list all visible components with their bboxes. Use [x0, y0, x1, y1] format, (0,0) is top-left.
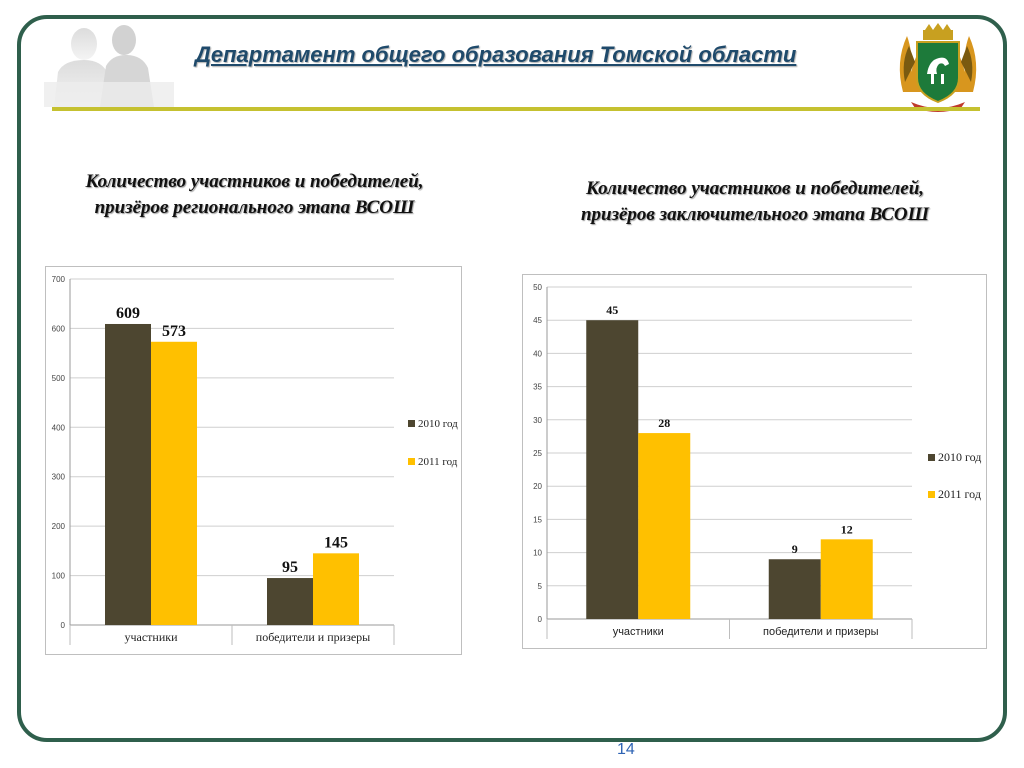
page-number: 14: [617, 741, 635, 758]
y-tick-label: 20: [533, 482, 542, 492]
category-label: участники: [612, 626, 664, 638]
legend-swatch-2010: [408, 420, 415, 427]
regional-stage-chart: [45, 266, 462, 655]
business-people-image: [44, 22, 174, 107]
bar-2010-0: [586, 320, 638, 619]
y-tick-label: 25: [533, 449, 542, 458]
y-tick-label: 200: [51, 522, 65, 532]
y-tick-label: 100: [51, 571, 65, 581]
y-tick-label: 5: [537, 581, 542, 591]
category-label: победители и призеры: [763, 626, 879, 638]
y-tick-label: 15: [533, 515, 542, 525]
legend-swatch-2011: [928, 491, 935, 498]
bar-2011-0: [151, 342, 197, 625]
bar-2010-1: [267, 578, 313, 625]
bar-2011-1: [313, 553, 359, 625]
y-tick-label: 0: [60, 621, 65, 630]
data-label: 609: [116, 304, 140, 322]
y-tick-label: 300: [51, 472, 65, 482]
right-chart-heading: Количество участников и победителей, призёров заключительного этапа ВСОШ: [580, 178, 930, 225]
y-tick-label: 40: [533, 349, 542, 359]
data-label: 45: [606, 303, 619, 318]
data-label: 95: [282, 559, 298, 577]
final-stage-chart: [522, 274, 987, 649]
data-label: 9: [791, 542, 798, 557]
legend-swatch-2010: [928, 454, 935, 461]
data-label: 12: [840, 522, 853, 537]
legend-label: 2011 год: [418, 456, 458, 468]
page-title: Департамент общего образования Томской области: [195, 42, 797, 67]
category-label: победители и призеры: [255, 630, 371, 644]
y-tick-label: 50: [533, 283, 542, 292]
coat-of-arms-emblem: [893, 22, 983, 114]
left-chart-heading: Количество участников и победителей, призёров регионального этапа ВСОШ: [85, 171, 424, 218]
data-label: 573: [162, 322, 186, 340]
bar-2011-0: [638, 433, 690, 619]
legend-label: 2011 год: [938, 487, 981, 501]
header-divider: [52, 107, 980, 111]
data-label: 28: [658, 416, 671, 431]
legend-label: 2010 год: [938, 450, 982, 464]
legend-swatch-2011: [408, 458, 415, 465]
y-tick-label: 30: [533, 415, 542, 425]
y-tick-label: 400: [51, 423, 65, 433]
y-tick-label: 0: [537, 615, 542, 624]
bar-2011-1: [821, 539, 873, 619]
y-tick-label: 10: [533, 548, 542, 558]
legend-label: 2010 год: [418, 418, 458, 430]
final-stage-chart-svg: [523, 275, 988, 650]
y-tick-label: 600: [51, 324, 65, 334]
category-label: участники: [124, 630, 178, 644]
y-tick-label: 500: [51, 373, 65, 383]
bar-2010-0: [105, 324, 151, 625]
regional-stage-chart-svg: [46, 267, 463, 656]
y-tick-label: 45: [533, 316, 542, 326]
data-label: 145: [324, 534, 348, 552]
bar-2010-1: [769, 559, 821, 619]
y-tick-label: 700: [51, 275, 65, 284]
y-tick-label: 35: [533, 382, 542, 392]
